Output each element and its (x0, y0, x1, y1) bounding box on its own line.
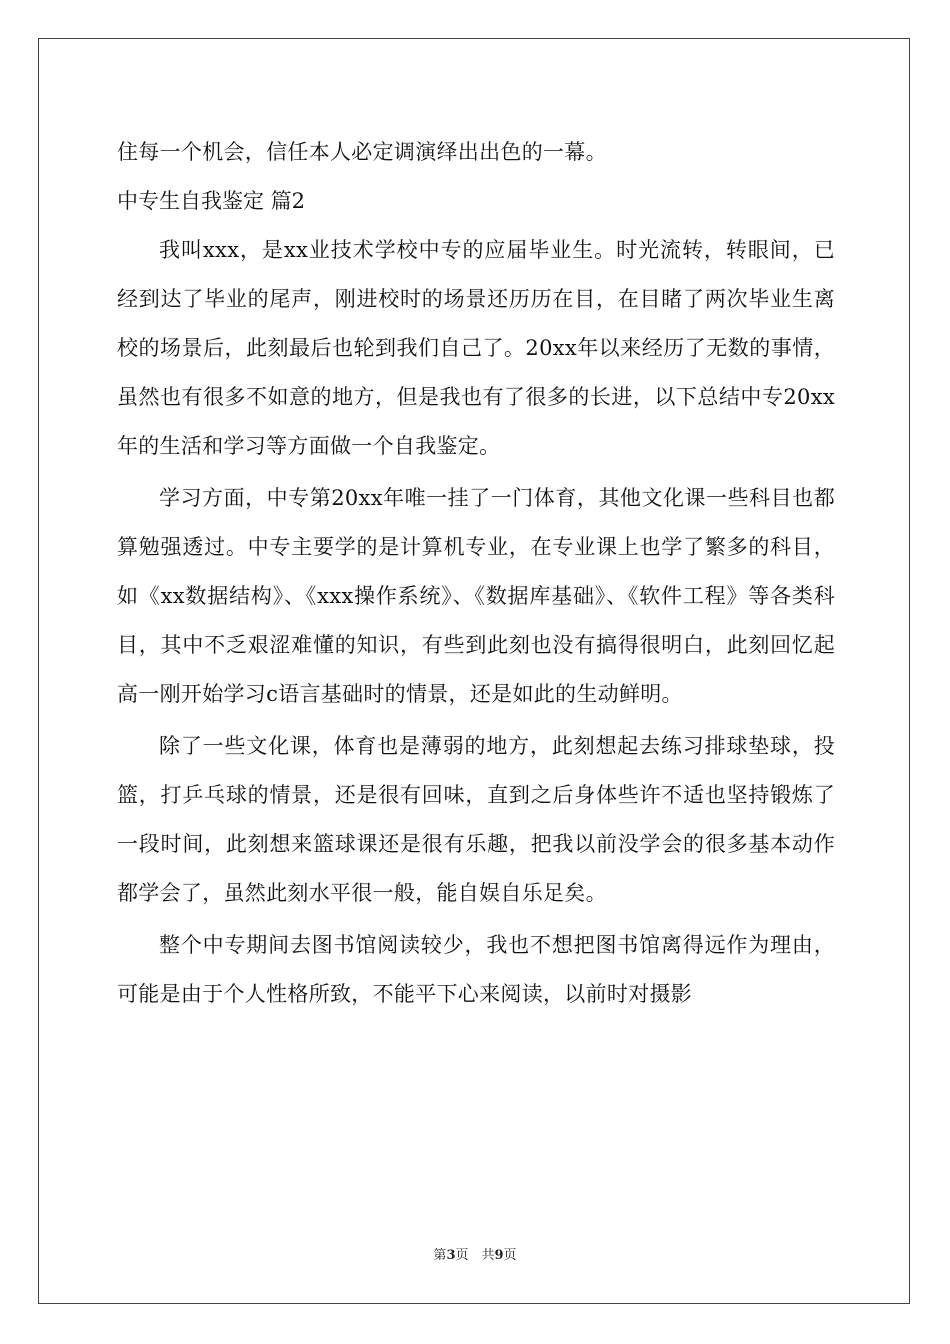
document-body (117, 128, 835, 1022)
paragraph-1: 我叫xxx，是xx业技术学校中专的应届毕业生。时光流转，转眼间，已经到达了毕业的尾声，刚进校时的场景还历历在目，在目睹了两次毕业生离校的场景后，此刻最后也轮到我们自己了。20xx年以来经历了无数的事情，虽然也有很多不如意的地方，但是我也有了很多的长进，以下总结中专20xx年的生活和学习等方面做一个自我鉴定。 (117, 238, 835, 458)
page-total-number: 9 (494, 1248, 504, 1263)
page-current-number: 3 (446, 1248, 456, 1263)
paragraph-3: 除了一些文化课，体育也是薄弱的地方，此刻想起去练习排球垫球，投篮，打乒乓球的情景，还是很有回味，直到之后身体些许不适也坚持锻炼了一段时间，此刻想来篮球课还是很有乐趣，把我以前没学会的很多基本动作都学会了，虽然此刻水平很一般，能自娱自乐足矣。 (117, 734, 835, 905)
paragraph-2: 学习方面，中专第20xx年唯一挂了一门体育，其他文化课一些科目也都算勉强透过。中专主要学的是计算机专业，在专业课上也学了繁多的科目，如《xx数据结构》、《xxx操作系统》、《数据库基础》、《软件工程》等各类科目，其中不乏艰涩难懂的知识，有些到此刻也没有搞得很明白，此刻回忆起高一刚开始学习c语言基础时的情景，还是如此的生动鲜明。 (117, 486, 835, 706)
lead-line: 住每一个机会，信任本人必定调演绎出出色的一幕。 (117, 140, 607, 164)
section-heading: 中专生自我鉴定 篇2 (117, 189, 306, 213)
paragraph-4: 整个中专期间去图书馆阅读较少，我也不想把图书馆离得远作为理由，可能是由于个人性格所致，不能平下心来阅读，以前时对摄影 (117, 933, 835, 1006)
page-label-prefix: 第 (433, 1248, 447, 1263)
page-label-mid: 页 共 (455, 1248, 495, 1263)
page-label-suffix: 页 (503, 1248, 517, 1263)
page-footer (0, 1246, 950, 1266)
